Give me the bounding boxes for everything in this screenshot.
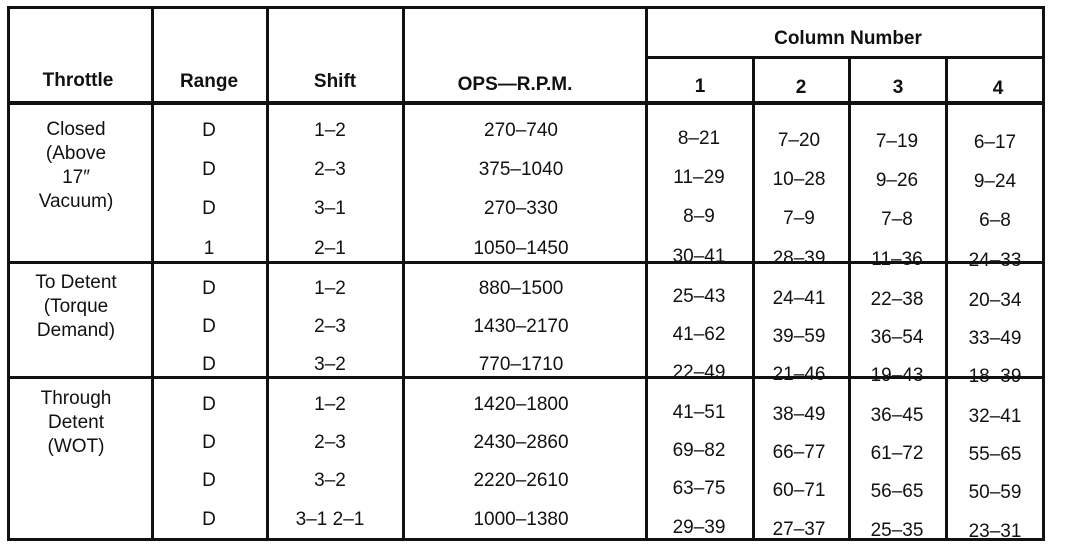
cell-column-1: 63–75 [672, 478, 726, 499]
header-column-3: 3 [892, 77, 904, 98]
cell-column-1: 8–21 [677, 128, 721, 149]
cell-column-2: 7–20 [777, 130, 821, 151]
divider-col3-col4 [945, 58, 948, 541]
cell-column-1: 41–51 [672, 402, 726, 423]
cell-ops-rpm: 375–1040 [478, 159, 564, 180]
header-ops-rpm: OPS—R.P.M. [457, 74, 573, 95]
cell-ops-rpm: 770–1710 [478, 354, 564, 375]
header-column-number: Column Number [774, 28, 922, 49]
divider-shift-ops [402, 6, 405, 541]
cell-column-2: 28–39 [772, 248, 826, 269]
cell-ops-rpm: 1420–1800 [473, 394, 569, 415]
cell-column-3: 61–72 [870, 443, 924, 464]
cell-range: D [202, 509, 216, 530]
cell-ops-rpm: 1050–1450 [473, 238, 569, 259]
cell-column-2: 60–71 [772, 480, 826, 501]
cell-column-4: 55–65 [968, 444, 1022, 465]
cell-column-3: 7–19 [875, 131, 919, 152]
cell-column-4: 6–8 [979, 210, 1011, 231]
cell-range: D [202, 394, 216, 415]
header-range: Range [179, 71, 239, 92]
cell-range: D [202, 354, 216, 375]
cell-range: D [202, 120, 216, 141]
header-column-4: 4 [992, 78, 1004, 99]
cell-column-3: 9–26 [875, 170, 919, 191]
header-shift: Shift [313, 71, 357, 92]
header-bottom-rule [7, 101, 1045, 105]
cell-range: D [202, 198, 216, 219]
cell-column-1: 22–49 [672, 362, 726, 383]
cell-column-3: 19–43 [870, 365, 924, 386]
cell-shift: 1–2 [314, 394, 346, 415]
cell-column-2: 38–49 [772, 404, 826, 425]
cell-column-1: 69–82 [672, 440, 726, 461]
cell-column-4: 50–59 [968, 482, 1022, 503]
cell-range: D [202, 470, 216, 491]
header-throttle: Throttle [42, 70, 114, 91]
cell-column-4: 9–24 [973, 171, 1017, 192]
throttle-closed: Closed (Above 17″ Vacuum) [38, 119, 114, 212]
cell-column-1: 11–29 [673, 167, 725, 188]
cell-column-1: 8–9 [683, 206, 715, 227]
cell-column-4: 24–33 [968, 250, 1022, 271]
cell-shift: 2–1 [314, 238, 346, 259]
cell-column-2: 66–77 [772, 442, 826, 463]
header-column-1: 1 [694, 76, 706, 97]
cell-ops-rpm: 880–1500 [478, 278, 564, 299]
cell-column-1: 29–39 [672, 517, 726, 538]
cell-shift: 3–2 [314, 470, 346, 491]
cell-column-4: 33–49 [968, 328, 1022, 349]
cell-shift: 2–3 [314, 159, 346, 180]
divider-throttle-range [151, 6, 154, 541]
cell-column-3: 36–45 [870, 405, 924, 426]
cell-shift: 1–2 [314, 120, 346, 141]
cell-column-3: 25–35 [870, 520, 924, 541]
cell-column-2: 39–59 [772, 326, 826, 347]
cell-column-4: 23–31 [968, 521, 1022, 542]
cell-column-4: 20–34 [968, 290, 1022, 311]
cell-shift: 3–1 2–1 [295, 509, 365, 530]
header-column-2: 2 [795, 77, 807, 98]
divider-ops-col1 [645, 6, 648, 541]
cell-shift: 2–3 [314, 432, 346, 453]
cell-column-2: 27–37 [772, 519, 826, 540]
cell-shift: 3–2 [314, 354, 346, 375]
cell-range: 1 [203, 238, 215, 259]
cell-ops-rpm: 2430–2860 [473, 432, 569, 453]
column-number-underline [645, 56, 1045, 59]
cell-ops-rpm: 270–330 [484, 198, 558, 219]
cell-ops-rpm: 1000–1380 [473, 509, 569, 530]
cell-shift: 1–2 [314, 278, 346, 299]
cell-range: D [202, 278, 216, 299]
cell-shift: 2–3 [314, 316, 346, 337]
cell-column-3: 56–65 [870, 481, 924, 502]
cell-range: D [202, 432, 216, 453]
cell-column-3: 36–54 [870, 327, 924, 348]
cell-column-4: 6–17 [973, 132, 1017, 153]
cell-column-3: 7–8 [881, 209, 913, 230]
cell-range: D [202, 316, 216, 337]
cell-ops-rpm: 2220–2610 [473, 470, 569, 491]
divider-col1-col2 [752, 58, 755, 541]
cell-ops-rpm: 1430–2170 [473, 316, 569, 337]
cell-column-1: 25–43 [672, 286, 726, 307]
cell-column-2: 10–28 [772, 169, 826, 190]
cell-shift: 3–1 [314, 198, 346, 219]
cell-column-3: 22–38 [870, 289, 924, 310]
cell-column-1: 30–41 [672, 246, 726, 267]
cell-column-2: 7–9 [783, 208, 815, 229]
cell-column-2: 24–41 [772, 288, 826, 309]
divider-col2-col3 [848, 58, 851, 541]
cell-column-3: 11–36 [871, 249, 923, 270]
cell-ops-rpm: 270–740 [484, 120, 558, 141]
cell-column-4: 18–39 [968, 366, 1022, 387]
throttle-through-detent: Through Detent (WOT) [40, 388, 112, 457]
cell-column-2: 21–46 [772, 364, 826, 385]
cell-column-4: 32–41 [968, 406, 1022, 427]
divider-range-shift [266, 6, 269, 541]
cell-range: D [202, 159, 216, 180]
throttle-to-detent: To Detent (Torque Demand) [35, 272, 117, 341]
cell-column-1: 41–62 [672, 324, 726, 345]
